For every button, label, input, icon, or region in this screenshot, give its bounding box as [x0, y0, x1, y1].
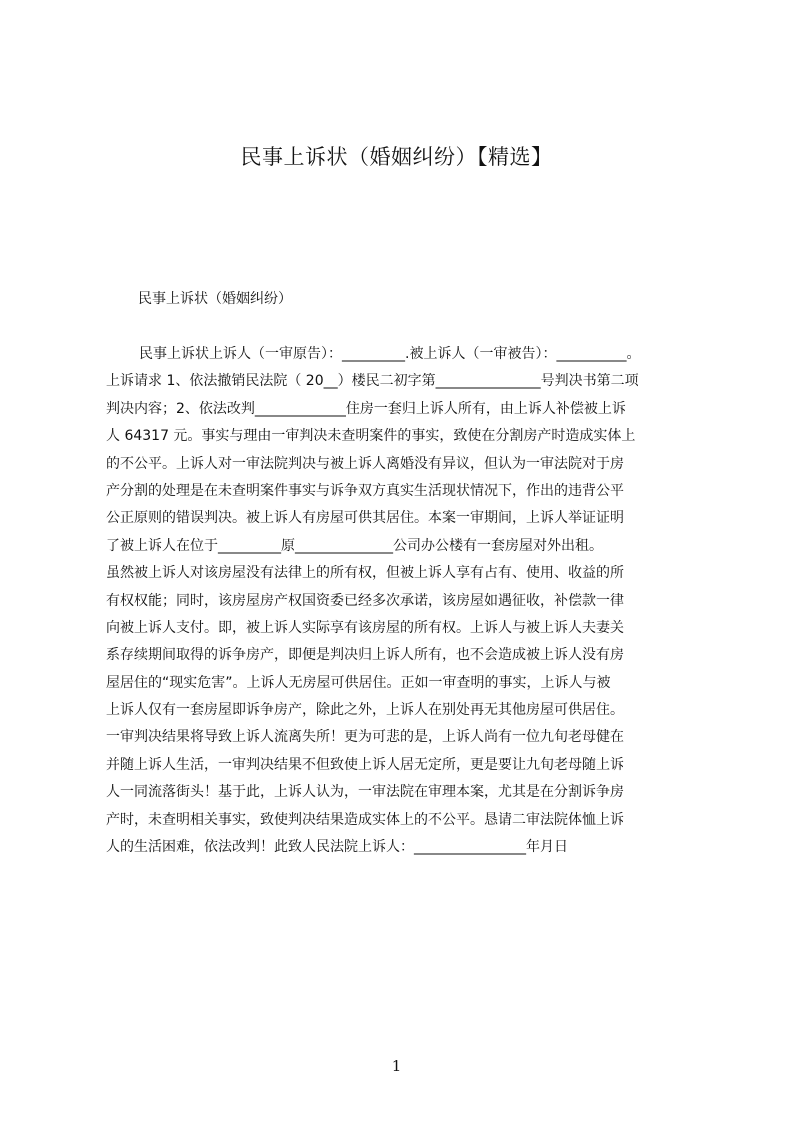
body-line: 有权权能；同时，该房屋房产权国资委已经多次承诺，该房屋如遇征收，补偿款一律 — [106, 592, 624, 609]
body-line: 人一同流落街头！基于此，上诉人认为，一审法院在审理本案，尤其是在分割诉争房 — [106, 784, 624, 801]
body-line: 人 64317 元。事实与理由一审判决未查明案件的事实，致使在分割房产时造成实体上 — [106, 428, 636, 445]
body-line: 产时，未查明相关事实，致使判决结果造成实体上的不公平。恳请二审法院体恤上诉 — [106, 811, 624, 828]
body-line: 系存续期间取得的诉争房产，即便是判决归上诉人所有，也不会造成被上诉人没有房 — [106, 647, 624, 664]
body-line: 了被上诉人在位于_________原______________公司办公楼有一套房屋对外出租。 — [106, 537, 603, 554]
page-number: 1 — [391, 1057, 402, 1075]
body-line: 上诉请求 1、依法撤销民法院（ 20__）楼民二初字第_______________号判决书第二项 — [106, 373, 639, 390]
body-line: 屋居住的“现实危害”。上诉人无房屋可供居住。正如一审查明的事实，上诉人与被 — [106, 674, 611, 691]
body-line: 虽然被上诉人对该房屋没有法律上的所有权，但被上诉人享有占有、使用、收益的所 — [106, 565, 624, 582]
body-line: 并随上诉人生活，一审判决结果不但致使上诉人居无定所，更是要让九旬老母随上诉 — [106, 756, 624, 773]
body-line: 向被上诉人支付。即，被上诉人实际享有该房屋的所有权。上诉人与被上诉人夫妻关 — [106, 619, 624, 636]
body-line: 人的生活困难，依法改判！此致人民法院上诉人：________________年月日 — [106, 839, 568, 856]
body-line: 的不公平。上诉人对一审法院判决与被上诉人离婚没有异议，但认为一审法院对于房 — [106, 455, 624, 472]
body-line: 一审判决结果将导致上诉人流离失所！更为可悲的是，上诉人尚有一位九旬老母健在 — [106, 729, 624, 746]
document-subtitle: 民事上诉状（婚姻纠纷） — [138, 291, 292, 307]
body-line: 判决内容；2、依法改判_____________住房一套归上诉人所有，由上诉人补偿被上诉 — [106, 400, 626, 417]
body-line: 产分割的处理是在未查明案件事实与诉争双方真实生活现状情况下，作出的违背公平 — [106, 482, 624, 499]
body-line: 上诉人仅有一套房屋即诉争房产，除此之外，上诉人在别处再无其他房屋可供居住。 — [106, 702, 624, 719]
body-line: 公正原则的错误判决。被上诉人有房屋可供其居住。本案一审期间，上诉人举证证明 — [106, 510, 624, 527]
document-body — [106, 341, 702, 861]
body-line: 民事上诉状上诉人（一审原告）：_________.被上诉人（一审被告）：__________。 — [139, 346, 641, 362]
document-title: 民事上诉状（婚姻纠纷）【精选】 — [240, 145, 553, 169]
